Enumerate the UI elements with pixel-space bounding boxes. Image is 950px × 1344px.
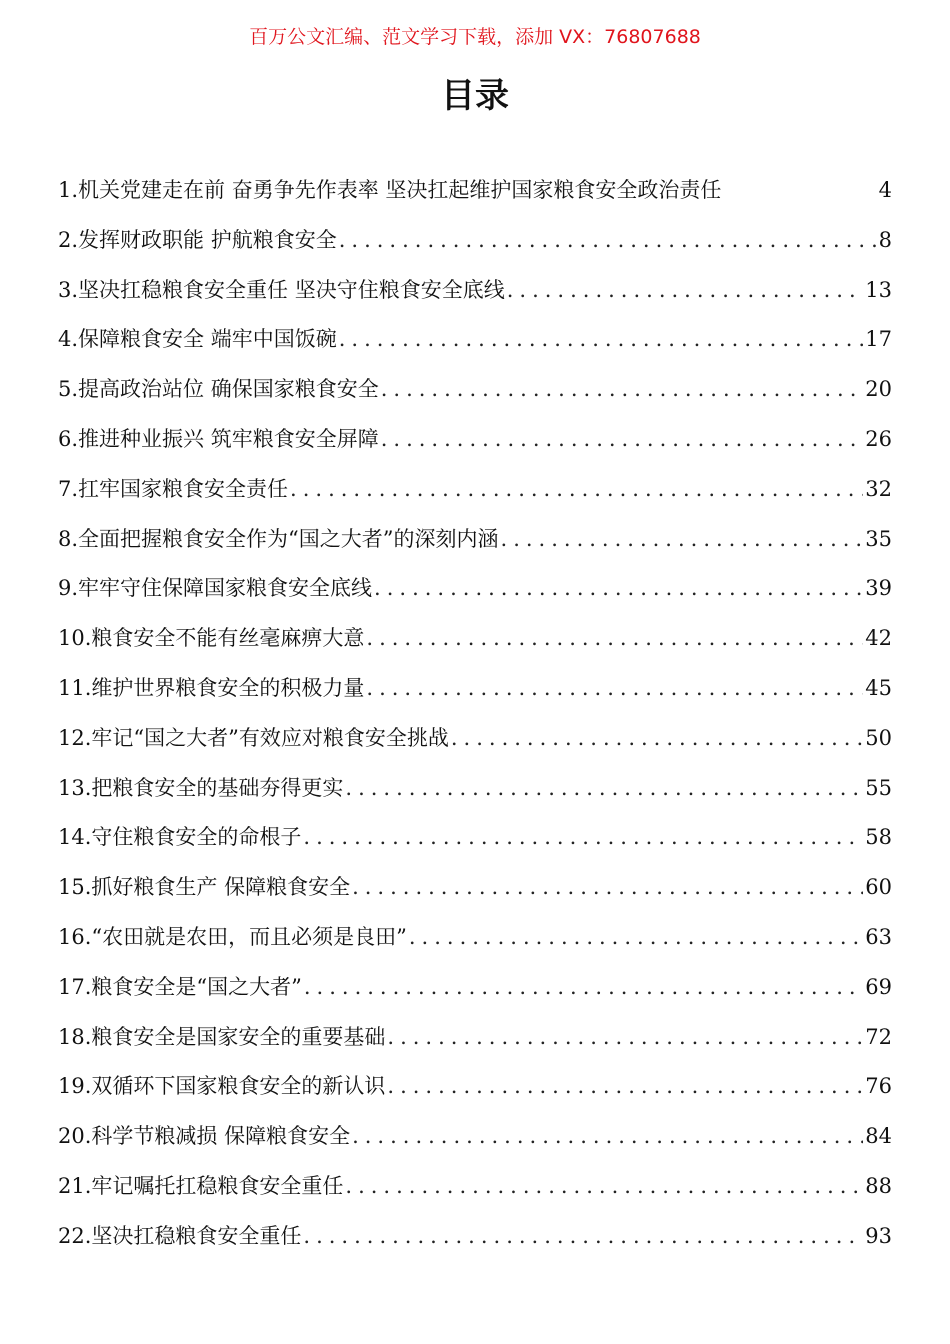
toc-page-number: 35 <box>865 526 892 551</box>
toc-entry[interactable] <box>58 714 892 764</box>
toc-entry-title: 11.维护世界粮食安全的积极力量 <box>58 675 365 700</box>
toc-entry[interactable] <box>58 266 892 316</box>
toc-entry-title: 18.粮食安全是国家安全的重要基础 <box>58 1024 386 1049</box>
toc-dot-leader <box>366 664 863 714</box>
toc-dot-leader <box>345 1162 863 1212</box>
toc-entry-title: 16.“农田就是农田，而且必须是良田” <box>58 924 407 949</box>
toc-entry[interactable] <box>58 1062 892 1112</box>
toc-entry[interactable] <box>58 1013 892 1063</box>
toc-page-number: 26 <box>865 426 892 451</box>
toc-entry[interactable] <box>58 614 892 664</box>
toc-dot-leader <box>303 1212 863 1262</box>
toc-entry[interactable] <box>58 1112 892 1162</box>
toc-page-number: 50 <box>865 725 892 750</box>
toc-entry-title: 9.牢牢守住保障国家粮食安全底线 <box>58 576 373 601</box>
toc-entry[interactable] <box>58 166 892 216</box>
toc-entry-title: 20.科学节粮减损 保障粮食安全 <box>58 1124 351 1149</box>
toc-entry-title: 10.粮食安全不能有丝毫麻痹大意 <box>58 626 365 651</box>
toc-entry[interactable] <box>58 515 892 565</box>
toc-dot-leader <box>451 714 863 764</box>
toc-entry[interactable] <box>58 365 892 415</box>
toc-entry-title: 12.牢记“国之大者”有效应对粮食安全挑战 <box>58 725 449 750</box>
toc-entry-title: 14.守住粮食安全的命根子 <box>58 825 302 850</box>
toc-entry[interactable] <box>58 863 892 913</box>
toc-page-number: 76 <box>865 1074 892 1099</box>
toc-dot-leader <box>304 963 863 1013</box>
toc-entry-title: 22.坚决扛稳粮食安全重任 <box>58 1223 302 1248</box>
toc-entry[interactable] <box>58 1162 892 1212</box>
toc-entry[interactable] <box>58 963 892 1013</box>
toc-entry[interactable] <box>58 216 892 266</box>
toc-entry-title: 8.全面把握粮食安全作为“国之大者”的深刻内涵 <box>58 526 499 551</box>
toc-page-number: 39 <box>865 576 892 601</box>
toc-entry-title: 7.扛牢国家粮食安全责任 <box>58 476 289 501</box>
toc-entry-title: 21.牢记嘱托扛稳粮食安全重任 <box>58 1173 344 1198</box>
page-title: 目录 <box>441 76 509 116</box>
toc-entry[interactable] <box>58 315 892 365</box>
toc-entry-title: 2.发挥财政职能 护航粮食安全 <box>58 227 337 252</box>
toc-entry-title: 19.双循环下国家粮食安全的新认识 <box>58 1074 386 1099</box>
toc-entry[interactable] <box>58 415 892 465</box>
toc-page-number: 58 <box>865 825 892 850</box>
toc-dot-leader <box>339 315 864 365</box>
toc-page-number: 60 <box>865 875 892 900</box>
toc-dot-leader <box>366 614 863 664</box>
toc-entry[interactable] <box>58 564 892 614</box>
toc-page-number: 69 <box>865 974 892 999</box>
toc-page-number: 13 <box>865 277 892 302</box>
toc-dot-leader <box>507 266 864 316</box>
toc-page-number: 32 <box>865 476 892 501</box>
toc-entry-title: 13.把粮食安全的基础夯得更实 <box>58 775 344 800</box>
toc-entry[interactable] <box>58 1212 892 1262</box>
toc-page-number: 20 <box>865 377 892 402</box>
toc-entry[interactable] <box>58 465 892 515</box>
header-banner: 百万公文汇编、范文学习下载，添加 VX：76807688 <box>249 26 701 48</box>
toc-dot-leader <box>501 515 864 565</box>
toc-page-number: 8 <box>878 227 892 252</box>
toc-entry-title: 15.抓好粮食生产 保障粮食安全 <box>58 875 351 900</box>
toc-dot-leader <box>387 1013 863 1063</box>
table-of-contents <box>58 166 892 1262</box>
toc-entry-title: 4.保障粮食安全 端牢中国饭碗 <box>58 327 337 352</box>
toc-page-number: 63 <box>865 924 892 949</box>
toc-entry-title: 6.推进种业振兴 筑牢粮食安全屏障 <box>58 426 379 451</box>
toc-page-number: 88 <box>865 1173 892 1198</box>
toc-dot-leader <box>381 365 864 415</box>
toc-entry-title: 5.提高政治站位 确保国家粮食安全 <box>58 377 379 402</box>
toc-page-number: 17 <box>865 327 892 352</box>
toc-dot-leader <box>290 465 863 515</box>
toc-entry[interactable] <box>58 764 892 814</box>
toc-entry[interactable] <box>58 813 892 863</box>
toc-page-number: 72 <box>865 1024 892 1049</box>
toc-dot-leader <box>303 813 863 863</box>
toc-page-number: 93 <box>865 1223 892 1248</box>
toc-page-number: 84 <box>865 1124 892 1149</box>
toc-dot-leader <box>381 415 864 465</box>
toc-entry-title: 17.粮食安全是“国之大者” <box>58 974 302 999</box>
toc-entry[interactable] <box>58 664 892 714</box>
toc-page-number: 4 <box>878 178 892 202</box>
toc-entry-title: 3.坚决扛稳粮食安全重任 坚决守住粮食安全底线 <box>58 277 505 302</box>
toc-page-number: 42 <box>865 626 892 651</box>
toc-dot-leader <box>409 913 863 963</box>
toc-dot-leader <box>345 764 863 814</box>
toc-entry[interactable] <box>58 913 892 963</box>
toc-dot-leader <box>339 216 877 266</box>
toc-dot-leader <box>352 863 863 913</box>
toc-dot-leader <box>352 1112 863 1162</box>
toc-page-number: 55 <box>865 775 892 800</box>
toc-entry-title: 1.机关党建走在前 奋勇争先作表率 坚决扛起维护国家粮食安全政治责任 <box>58 178 722 202</box>
toc-dot-leader <box>387 1062 863 1112</box>
toc-page-number: 45 <box>865 675 892 700</box>
toc-dot-leader <box>374 564 863 614</box>
